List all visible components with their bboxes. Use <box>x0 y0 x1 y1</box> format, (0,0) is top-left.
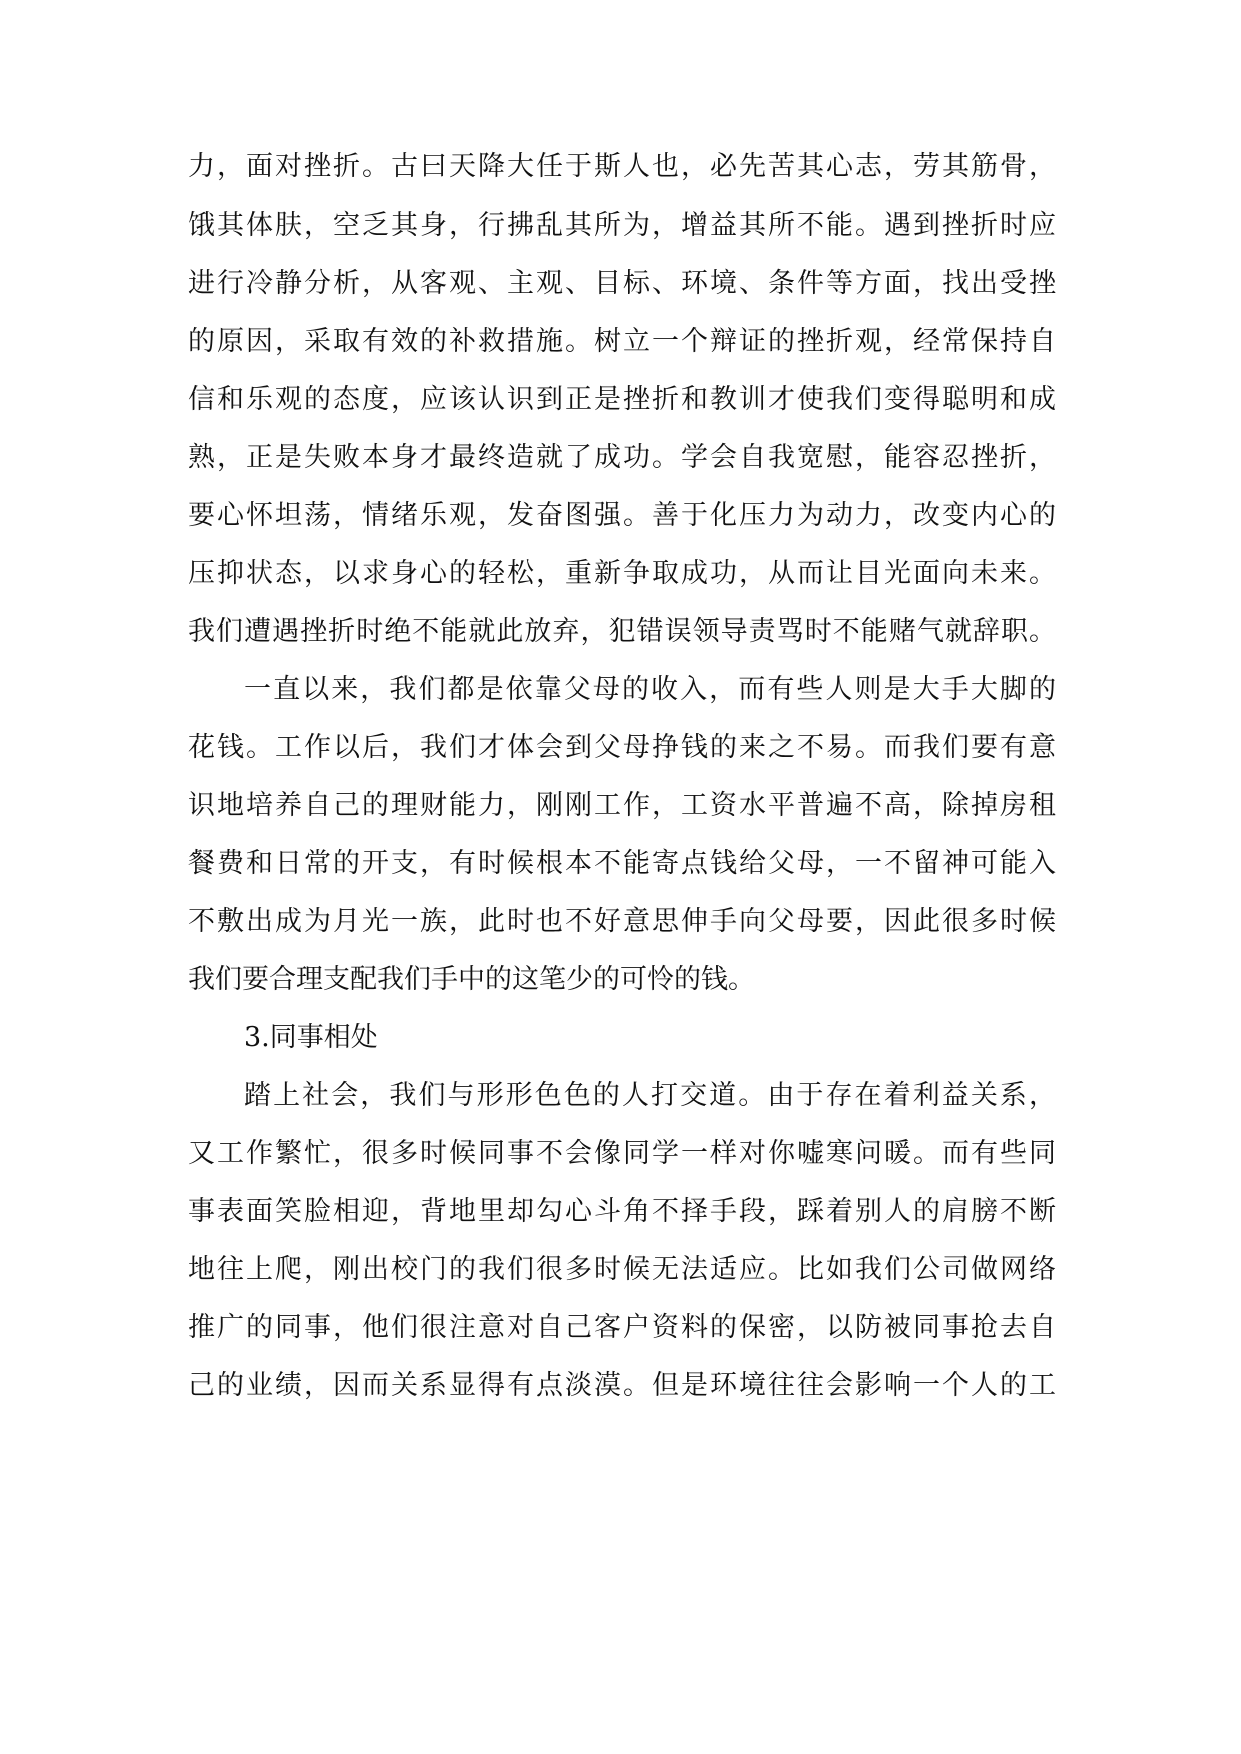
paragraph-1-line: 力，面对挫折。古曰天降大任于斯人也，必先苦其心志，劳其筋骨， <box>188 151 1056 182</box>
paragraph-1-line: 我们遭遇挫折时绝不能就此放弃，犯错误领导责骂时不能赌气就辞职。 <box>188 616 1056 647</box>
paragraph-3-line: 地往上爬，刚出校门的我们很多时候无法适应。比如我们公司做网络 <box>188 1254 1056 1285</box>
paragraph-1-line: 进行冷静分析，从客观、主观、目标、环境、条件等方面，找出受挫 <box>188 268 1056 299</box>
paragraph-2-line: 识地培养自己的理财能力，刚刚工作，工资水平普遍不高，除掉房租 <box>188 790 1056 821</box>
paragraph-1-line: 要心怀坦荡，情绪乐观，发奋图强。善于化压力为动力，改变内心的 <box>188 500 1056 531</box>
paragraph-1-line: 饿其体肤，空乏其身，行拂乱其所为，增益其所不能。遇到挫折时应 <box>188 210 1056 241</box>
paragraph-2-line: 不敷出成为月光一族，此时也不好意思伸手向父母要，因此很多时候 <box>188 906 1056 937</box>
paragraph-2-line: 花钱。工作以后，我们才体会到父母挣钱的来之不易。而我们要有意 <box>188 732 1056 763</box>
paragraph-1-line: 的原因，采取有效的补救措施。树立一个辩证的挫折观，经常保持自 <box>188 326 1056 357</box>
paragraph-3-line: 又工作繁忙，很多时候同事不会像同学一样对你嘘寒问暖。而有些同 <box>188 1138 1056 1169</box>
paragraph-1-line: 信和乐观的态度，应该认识到正是挫折和教训才使我们变得聪明和成 <box>188 384 1056 415</box>
paragraph-2-line: 一直以来，我们都是依靠父母的收入，而有些人则是大手大脚的 <box>244 674 1056 705</box>
paragraph-2-line: 餐费和日常的开支，有时候根本不能寄点钱给父母，一不留神可能入 <box>188 848 1056 879</box>
paragraph-1-line: 压抑状态，以求身心的轻松，重新争取成功，从而让目光面向未来。 <box>188 558 1056 589</box>
paragraph-1-line: 熟，正是失败本身才最终造就了成功。学会自我宽慰，能容忍挫折， <box>188 442 1056 473</box>
paragraph-2-line: 我们要合理支配我们手中的这笔少的可怜的钱。 <box>188 964 755 995</box>
paragraph-3-line: 踏上社会，我们与形形色色的人打交道。由于存在着利益关系， <box>244 1080 1056 1111</box>
paragraph-3-line: 己的业绩，因而关系显得有点淡漠。但是环境往往会影响一个人的工 <box>188 1370 1056 1401</box>
paragraph-3-line: 推广的同事，他们很注意对自己客户资料的保密，以防被同事抢去自 <box>188 1312 1056 1343</box>
paragraph-3-line: 事表面笑脸相迎，背地里却勾心斗角不择手段，踩着别人的肩膀不断 <box>188 1196 1056 1227</box>
section-heading: 3.同事相处 <box>244 1022 378 1053</box>
